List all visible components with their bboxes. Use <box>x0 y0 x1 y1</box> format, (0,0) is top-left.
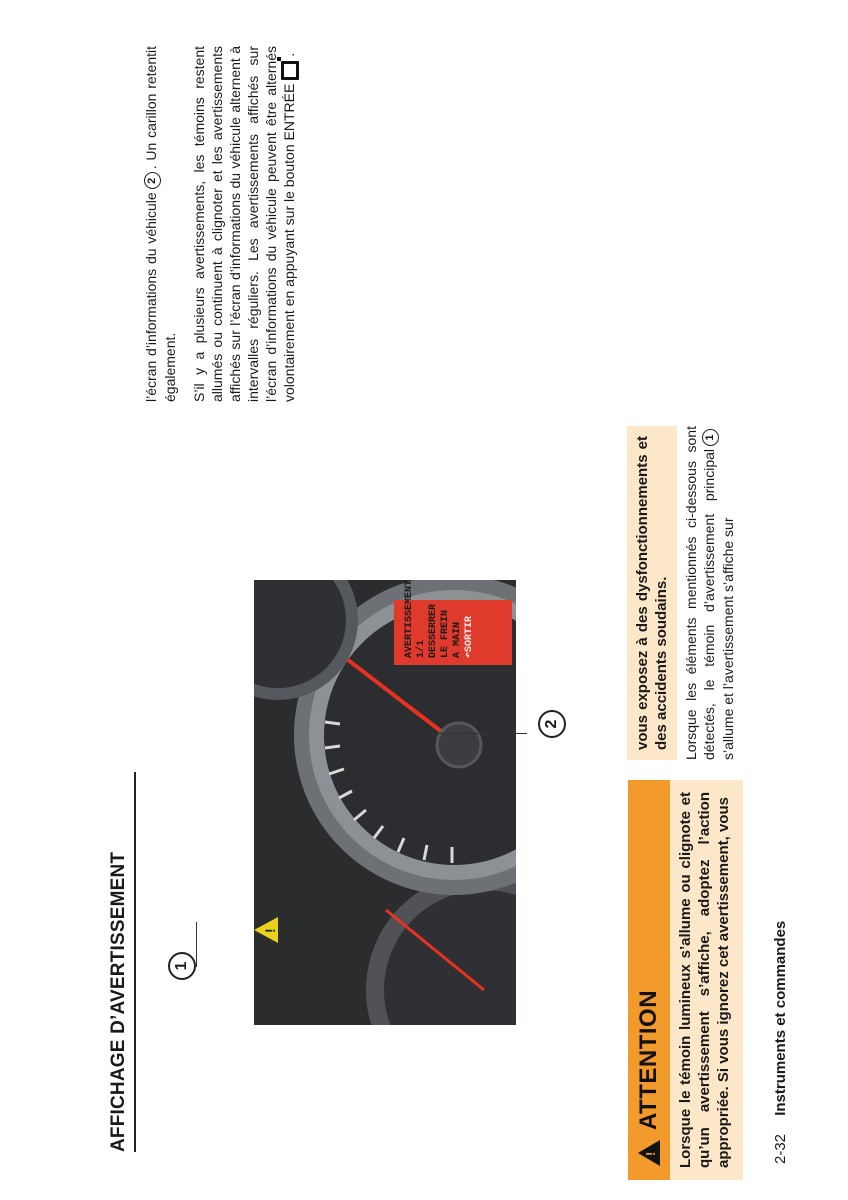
attention-box <box>628 780 743 1180</box>
display-exit: ↶SORTIR <box>464 615 475 658</box>
paragraph-detection: Lorsque les éléments mentionnés ci-dessous sont détectés, le témoin d’avertissement principal1s’allume et l’avertissement s’affiche sur <box>683 426 736 760</box>
svg-text:!: ! <box>262 928 278 933</box>
needle-hub <box>437 723 481 767</box>
enter-button-icon <box>281 61 299 80</box>
paragraph-display: l’écran d’informations du véhicule2. Un carillon retentit également. <box>143 45 178 402</box>
display-line-1: AVERTISSEMENT 1/1 <box>404 580 427 658</box>
attention-body: Lorsque le témoin lumineux s’allume ou clignote et qu’un avertissement s’affiche, adoptez l’action appropriée. Si vous ignorez cet avertissement, vous <box>677 792 732 1168</box>
instrument-cluster-graphic <box>254 580 516 1025</box>
warning-triangle-icon: ! <box>638 1140 660 1166</box>
callout-1: 1 <box>168 952 196 980</box>
instrument-cluster-photo <box>254 580 516 1025</box>
page-footer <box>772 921 789 1164</box>
page-title: AFFICHAGE D’AVERTISSEMENT <box>108 772 136 1152</box>
display-text <box>404 580 476 658</box>
attention-header <box>628 780 670 1180</box>
callout-2-leader <box>432 733 527 734</box>
section-name: Instruments et commandes <box>772 920 789 1116</box>
display-line-3: LE FREIN A MAIN <box>440 609 463 658</box>
callout-2: 2 <box>538 710 566 738</box>
paragraph-multiple-warnings: S’il y a plusieurs avertissements, les témoins restent allumés ou continuent à clignoter et les avertissements affichés sur l’écran d’informations du véhicule alternent à intervalles réguliers. Les avertissements affichés sur l’écran d’informations du véhicule peuvent être alternés volontairement en appuyant sur le bouton ENTRÉE. <box>190 46 299 402</box>
callout-1-leader <box>196 922 197 967</box>
attention-label: ATTENTION <box>635 989 662 1130</box>
page-number: 2-32 <box>772 1133 789 1164</box>
display-line-2: DESSERRER <box>428 603 439 658</box>
callout-2-inline: 2 <box>144 172 161 189</box>
callout-1-inline: 1 <box>702 429 719 446</box>
attention-continuation: vous exposez à des dysfonctionnements et des accidents soudains. <box>627 426 677 760</box>
